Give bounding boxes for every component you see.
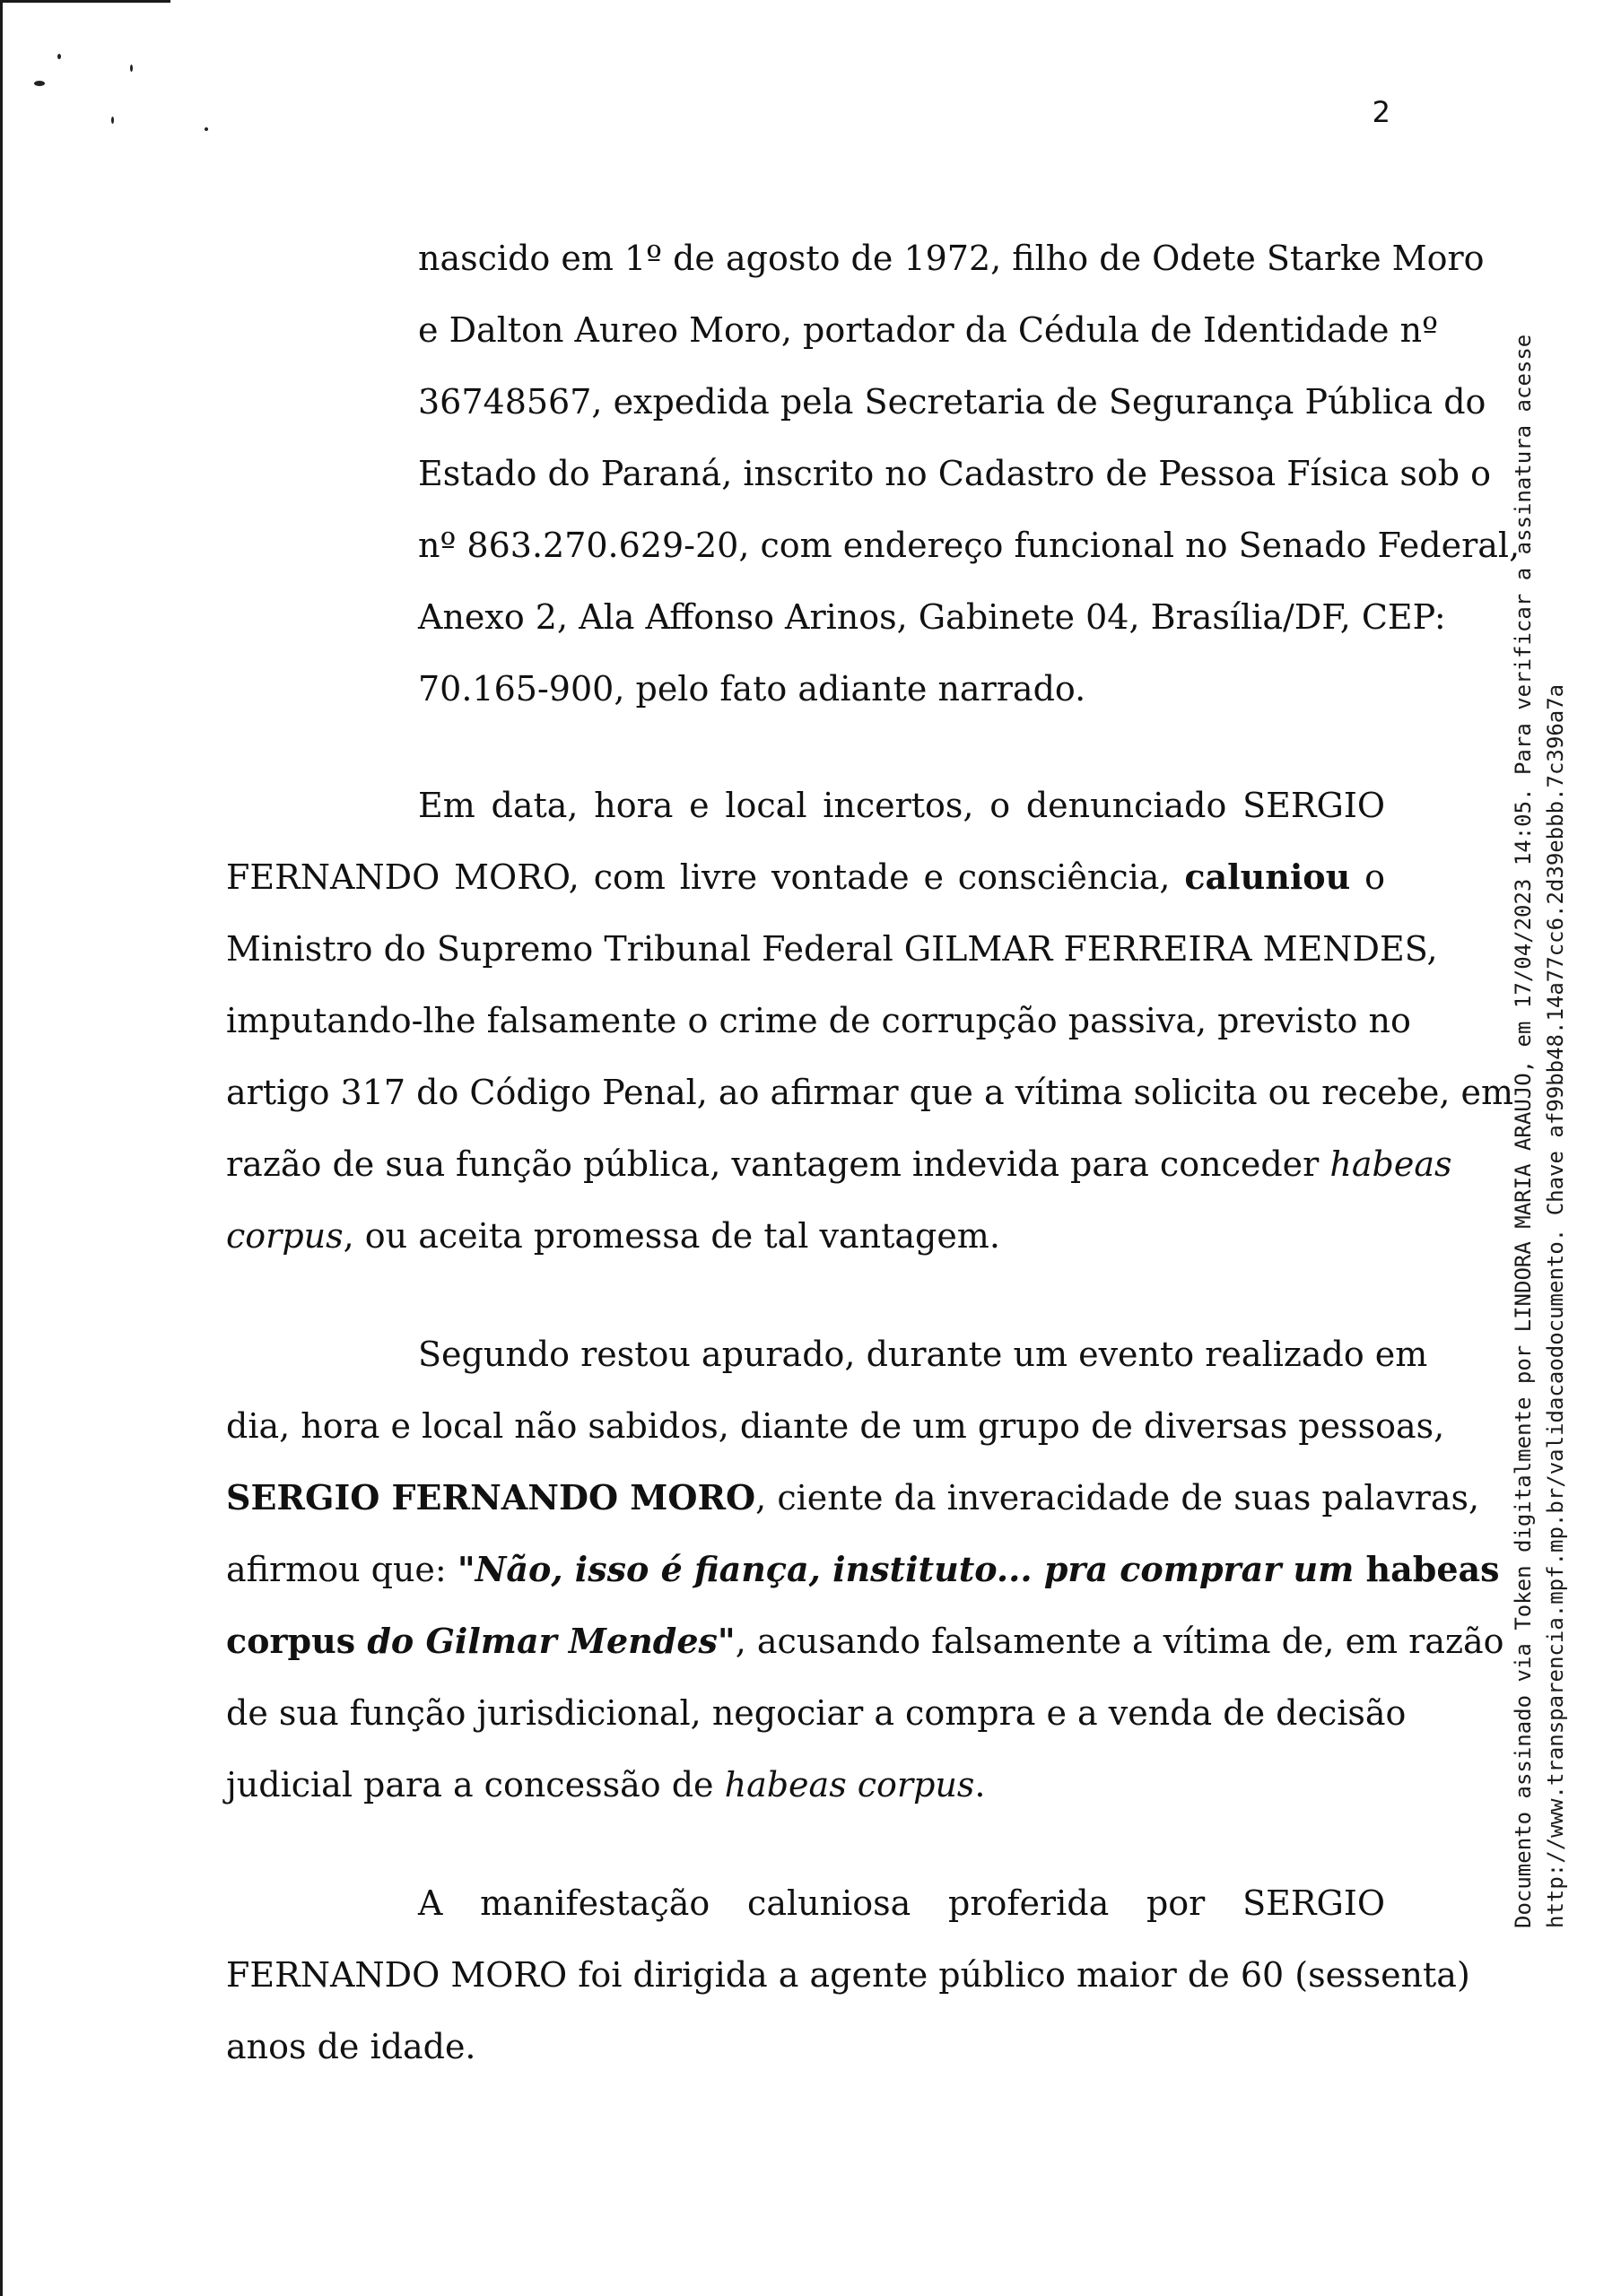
text-line [226, 1462, 1480, 1534]
paragraph-victim-age [226, 1867, 1470, 2083]
text-line: nascido em 1º de agosto de 1972, filho de Odete Starke Moro [418, 239, 1485, 278]
bold-italic-quote: "Não, isso é fiança, instituto... pra comprar um [457, 1549, 1355, 1589]
paragraph-accusation [226, 770, 1514, 1272]
text-span: FERNANDO MORO, [226, 857, 580, 897]
text-line [226, 1200, 1385, 1272]
text-line: 70.165-900, pelo fato adiante narrado. [418, 669, 1086, 709]
text-line: anos de idade. [226, 2027, 476, 2066]
paragraph-identification [418, 222, 1521, 725]
text-line: dia, hora e local não sabidos, diante de um grupo de diversas pessoas, [226, 1406, 1445, 1446]
text-line [226, 1534, 1500, 1605]
text-span: foi dirigida a agente público maior de 60 (sessenta) [567, 1955, 1470, 1995]
text-line: Estado do Paraná, inscrito no Cadastro de Pessoa Física sob o [418, 454, 1492, 493]
text-span: razão de sua função pública, vantagem indevida para conceder [226, 1144, 1330, 1184]
text-line: Em data, hora e local incertos, o denunciado SERGIO [418, 786, 1385, 825]
text-line: nº 863.270.629-20, com endereço funcional no Senado Federal, [418, 526, 1521, 565]
text-line: e Dalton Aureo Moro, portador da Cédula de Identidade nº [418, 310, 1438, 350]
verification-link[interactable]: http://www.transparencia.mpf.mp.br/validacaodocumento. Chave af99bb48.14a77cc6.2d39ebbb.7c396a7a [1543, 683, 1568, 1928]
text-line [226, 841, 1385, 913]
text-line: Segundo restou apurado, durante um evento realizado em [418, 1335, 1428, 1374]
text-line: 36748567, expedida pela Secretaria de Segurança Pública do [418, 382, 1486, 422]
text-line: Anexo 2, Ala Affonso Arinos, Gabinete 04, Brasília/DF, CEP: [418, 597, 1446, 637]
italic-text: habeas [1329, 1144, 1452, 1184]
italic-text: corpus [226, 1216, 344, 1256]
text-line: imputando-lhe falsamente o crime de corrupção passiva, previsto no [226, 1001, 1411, 1040]
scan-speck [130, 65, 133, 72]
text-line: artigo 317 do Código Penal, ao afirmar que a vítima solicita ou recebe, em [226, 1073, 1514, 1112]
text-span: judicial para a concessão de [226, 1765, 725, 1805]
text-line [226, 1939, 1470, 2011]
text-span: com livre vontade e consciência, [579, 857, 1185, 897]
digital-signature-note [1507, 334, 1606, 1928]
bold-text: SERGIO FERNANDO MORO [226, 1477, 756, 1518]
bold-text: caluniou [1184, 857, 1351, 897]
text-span: , ou aceita promessa de tal vantagem. [343, 1216, 1000, 1256]
scan-edge-top [0, 0, 170, 3]
text-line [226, 1749, 1385, 1821]
text-span: o [1350, 857, 1385, 897]
signature-line: Documento assinado via Token digitalmente por LINDORA MARIA ARAUJO, em 17/04/2023 14:05. Para verificar a assinatura acesse [1511, 334, 1536, 1928]
bold-text: habeas [1354, 1549, 1500, 1589]
text-span: . [974, 1765, 986, 1805]
text-line [226, 1128, 1452, 1200]
scan-speck [205, 127, 208, 131]
text-line: Ministro do Supremo Tribunal Federal GILMAR FERREIRA MENDES, [226, 929, 1438, 969]
bold-text: corpus [226, 1621, 356, 1661]
bold-italic-quote: do Gilmar Mendes" [355, 1621, 736, 1661]
scan-speck [111, 117, 114, 124]
text-line: A manifestação caluniosa proferida por SERGIO [418, 1883, 1385, 1923]
scan-edge-left [0, 0, 3, 2296]
page-number: 2 [1372, 95, 1390, 129]
italic-text: habeas corpus [724, 1765, 975, 1805]
text-span: FERNANDO MORO [226, 1955, 568, 1995]
text-span: , ciente da inveracidade de suas palavras, [755, 1478, 1480, 1518]
text-span: afirmou que: [226, 1550, 458, 1589]
paragraph-facts [226, 1318, 1504, 1821]
scan-speck [34, 81, 45, 86]
text-line: de sua função jurisdicional, negociar a compra e a venda de decisão [226, 1693, 1407, 1733]
text-span: , acusando falsamente a vítima de, em razão [735, 1622, 1504, 1661]
scan-speck [57, 54, 61, 59]
text-line [226, 1605, 1504, 1677]
